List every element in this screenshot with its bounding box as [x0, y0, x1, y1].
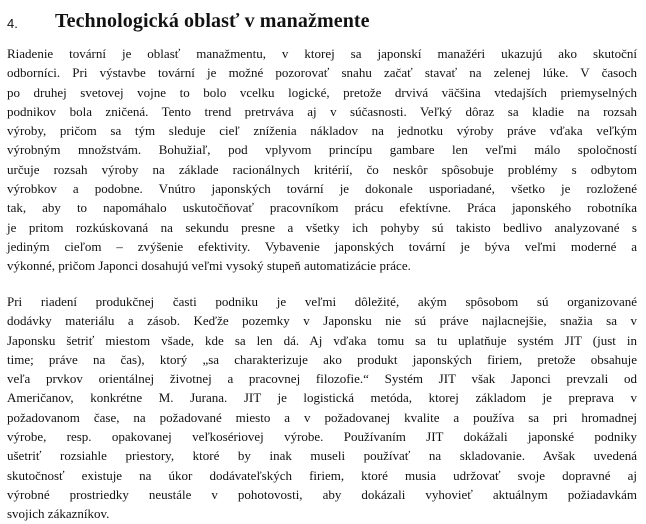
text-line: tak, aby to napomáhalo uskutočňovať pracovníkom prácu efektívne. Práca japonského robotníka — [7, 200, 637, 216]
text-line: ušetriť rozsiahle priestory, ktoré by inak museli používať na skladovanie. Avšak uvedená — [7, 448, 637, 464]
text-line: time; práve na čas), ktorý „sa charakterizuje ako produkt japonských firiem, pretože obsahuje — [7, 351, 637, 367]
text-line: výkonné, pričom Japonci dosahujú veľmi vysoký stupeň automatizácie práce. — [7, 258, 411, 274]
text-line: výrobné prostriedky neustále v pohotovosti, aby dokázali vyhovieť aktuálnym požiadavkám — [7, 486, 637, 502]
text-line: jediným cieľom – zvýšenie efektivity. Vybavenie japonských tovární je býva veľmi moderné a — [7, 238, 637, 254]
section-heading — [7, 9, 637, 35]
text-line: Riadenie tovární je oblasť manažmentu, v ktorej sa japonskí manažéri ukazujú ako skutoční — [7, 46, 637, 61]
text-line: veľa prvkov orientálnej životnej a pracovnej filozofie.“ Systém JIT však Japonci prevzali od — [7, 371, 637, 387]
text-line: je pritom rozkúskovaná na sekundu presne a všetky ich pohyby sú takisto bedlivo analyzované s — [7, 219, 637, 235]
text-line: určuje rozsah výroby na základe racionálnych kritérií, čo neskôr spôsobuje problémy s odbytom — [7, 161, 637, 177]
text-line: výrobe, resp. opakovanej veľkosériovej výrobe. Používaním JIT dokážali japonské podniky — [7, 429, 637, 445]
text-line: výrobkov a podobne. Vnútro japonských tovární je dokonale usporiadané, všetko je rozložené — [7, 181, 637, 197]
text-line: svojich zákazníkov. — [7, 506, 110, 522]
text-line: podnikov bola zničená. Tento trend pretrváva aj v súčasnosti. Veľký dôraz sa kladie na rozsah — [7, 103, 637, 119]
text-line: skutočnosť existuje na úkor dodávateľských firiem, ktoré musia udržovať svoje dopravné aj — [7, 467, 637, 483]
paragraph-factory-management — [7, 44, 637, 276]
text-line: Američanov, konkrétne M. Jurana. JIT je logistická metóda, ktorej základom je preprava v — [7, 390, 637, 406]
section-number: 4. — [7, 16, 18, 31]
text-line: výrobným množstvám. Bohužiaľ, pod vplyvom princípu gambare len veľmi málo spoločností — [7, 142, 637, 158]
paragraph-jit-system — [7, 292, 637, 524]
text-line: po druhej svetovej vojne to bolo vcelku logické, pretože drvivá väčšina vtedajších priemyselných — [7, 84, 637, 100]
text-line: Japonsku šetriť miestom všade, kde sa len dá. Aj vďaka tomu sa tu uplatňuje systém JIT (just in — [7, 332, 637, 348]
text-line: výroby, pričom sa tým sleduje cieľ zníženia nákladov na jednotku výroby práve vďaka veľkým — [7, 123, 637, 139]
text-line: odborníci. Pri výstavbe tovární je možné pozorovať snahu začať stavať na zelenej lúke. V časoch — [7, 65, 637, 81]
text-line: požadovanom čase, na požadované miesto a v požadovanej kvalite a používa sa pri hromadnej — [7, 409, 637, 425]
text-line: dodávky materiálu a zásob. Keďže pozemky v Japonsku nie sú práve najlacnejšie, snažia sa v — [7, 313, 637, 329]
section-title: Technologická oblasť v manažmente — [55, 10, 370, 32]
text-line: Pri riadení produkčnej časti podniku je veľmi dôležité, akým spôsobom sú organizované — [7, 294, 637, 309]
